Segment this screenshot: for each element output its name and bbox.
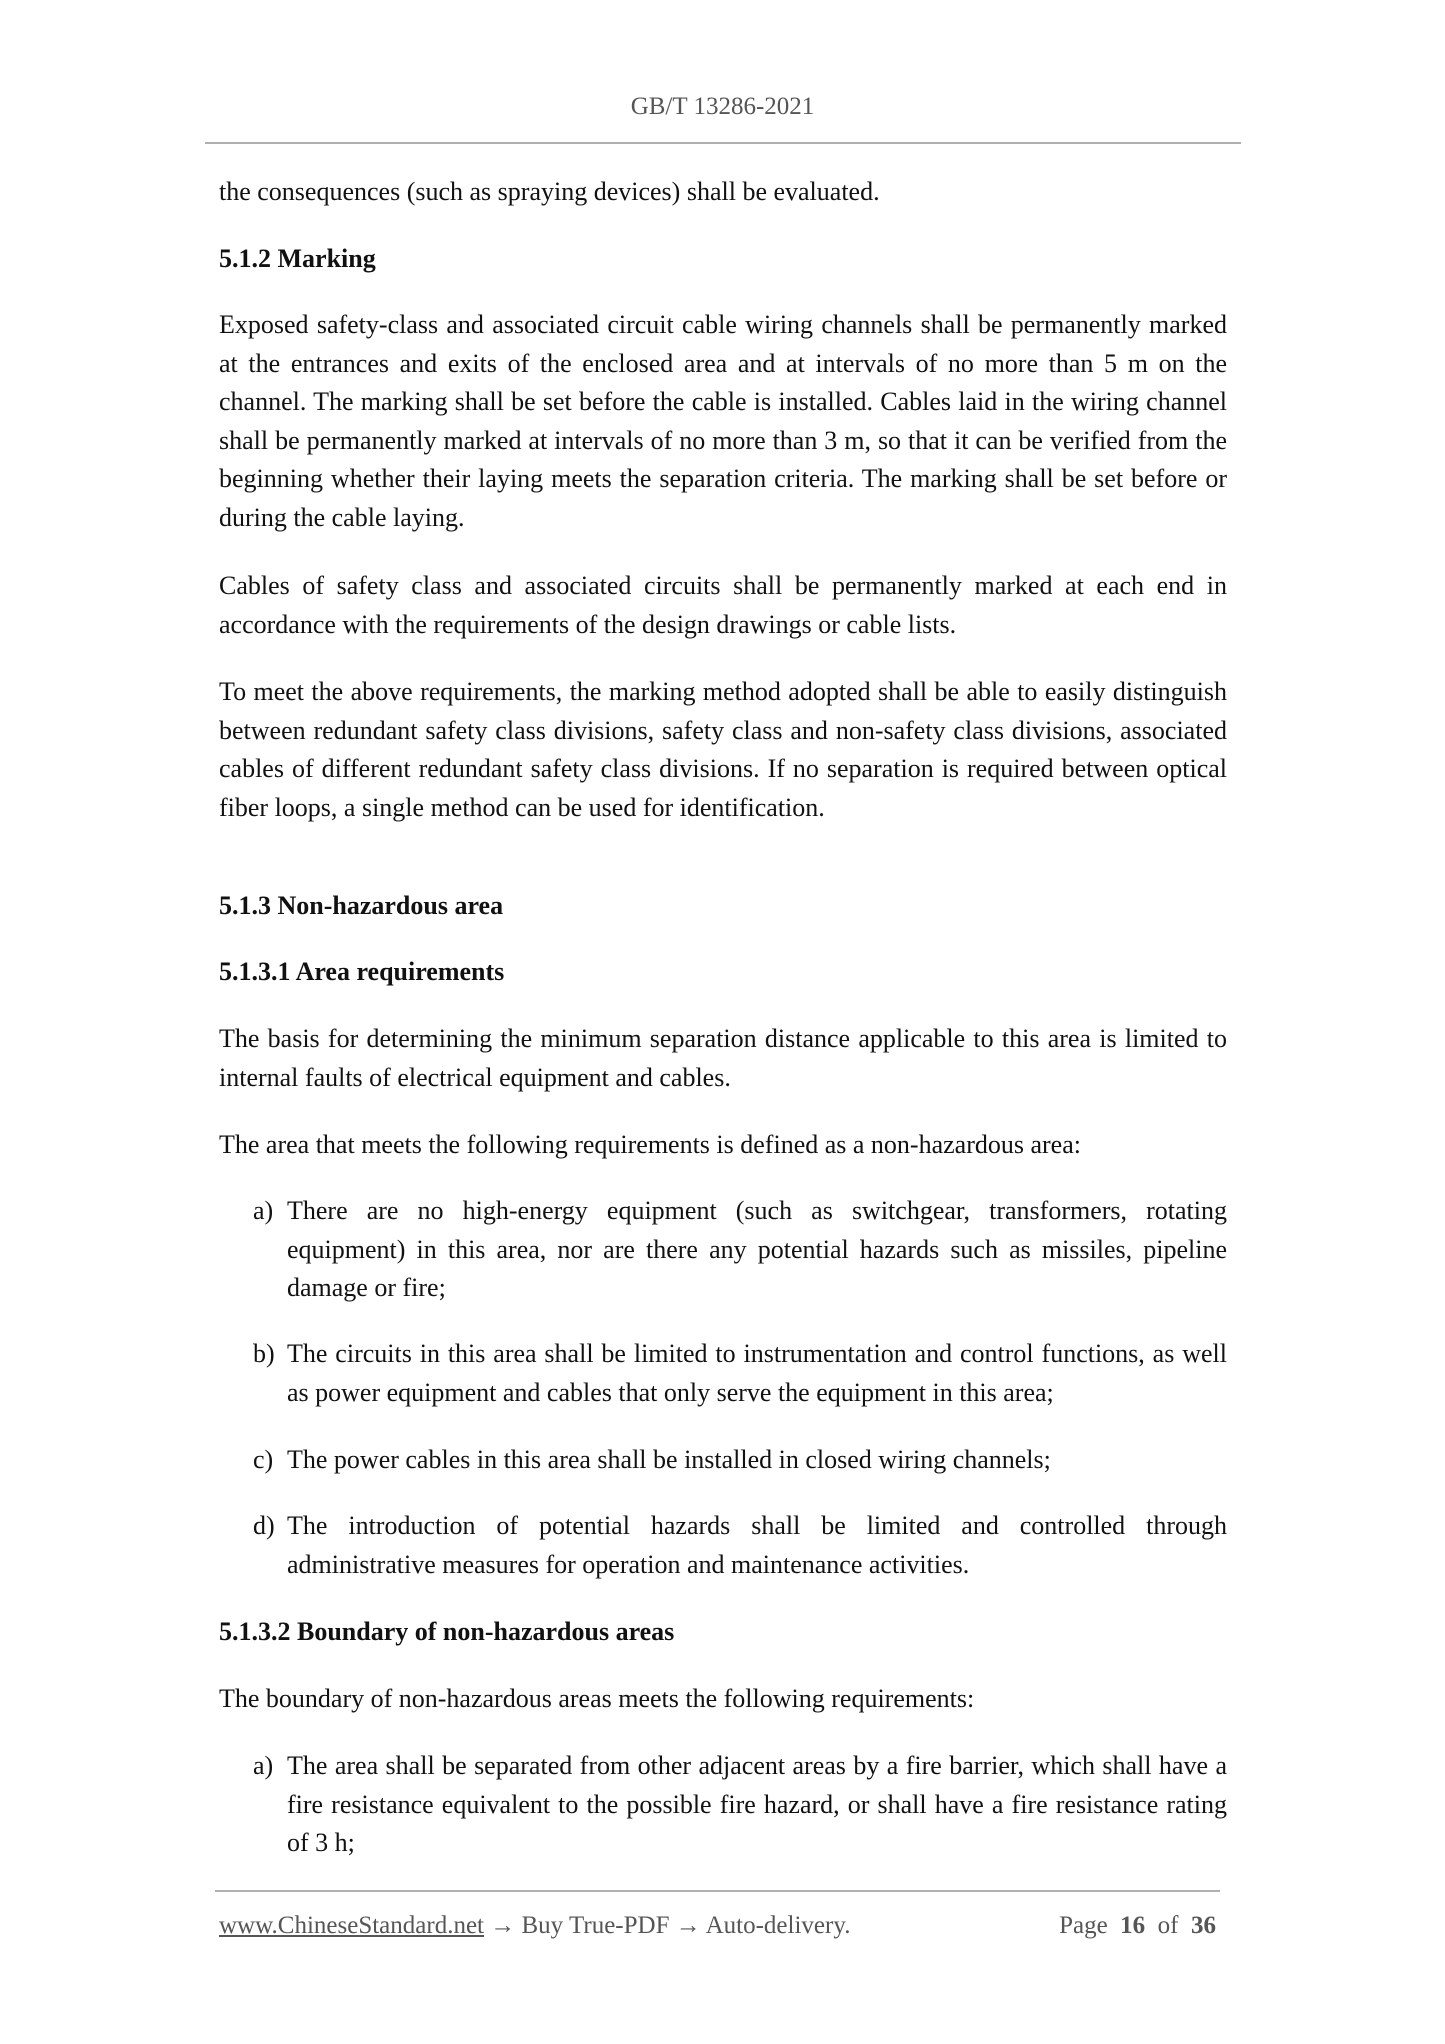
paragraph-marking-3: To meet the above requirements, the marking method adopted shall be able to easily distinguish between redundant safety class divisions, safety class and non-safety class divisions, associated cables of different redundant safety class divisions. If no separation is required between optical fiber loops, a single method can be used for identification.: [219, 677, 1227, 822]
header-divider: [205, 142, 1241, 144]
page-label: Page: [1059, 1912, 1108, 1939]
list-item-text: The area shall be separated from other adjacent areas by a fire barrier, which shall have a fire resistance equivalent to the possible fire hazard, or shall have a fire resistance rating of 3 h;: [287, 1751, 1227, 1858]
list-marker: b): [253, 1339, 275, 1368]
list-marker: a): [253, 1196, 274, 1225]
list-item: [253, 1441, 1227, 1480]
section-heading-5-1-3: 5.1.3 Non-hazardous area: [219, 891, 504, 920]
page-indicator: [1059, 1910, 1216, 1942]
list-item: [253, 1335, 1227, 1412]
page-current: 16: [1120, 1912, 1146, 1939]
paragraph-boundary-intro: The boundary of non-hazardous areas meets the following requirements:: [219, 1684, 975, 1713]
buy-pdf-text: Buy True-PDF: [521, 1912, 670, 1939]
arrow-right-icon: →: [490, 1912, 516, 1939]
of-label: of: [1157, 1912, 1179, 1939]
auto-delivery-text: Auto-delivery.: [705, 1912, 851, 1939]
arrow-right-icon: →: [675, 1912, 701, 1939]
list-marker: c): [253, 1445, 274, 1474]
list-marker: d): [253, 1511, 275, 1540]
footer-divider: [215, 1890, 1220, 1892]
paragraph-area-basis: The basis for determining the minimum separation distance applicable to this area is limited to internal faults of electrical equipment and cables.: [219, 1024, 1227, 1092]
page-footer: [219, 1910, 1219, 1942]
list-item: [253, 1192, 1227, 1308]
paragraph-marking-1: Exposed safety-class and associated circuit cable wiring channels shall be permanently marked at the entrances and exits of the enclosed area and at intervals of no more than 5 m on the channel. The marking shall be set before the cable is installed. Cables laid in the wiring channel shall be permanently marked at intervals of no more than 3 m, so that it can be verified from the beginning whether their laying meets the separation criteria. The marking shall be set before or during the cable laying.: [219, 310, 1227, 532]
section-heading-5-1-3-2: 5.1.3.2 Boundary of non-hazardous areas: [219, 1617, 675, 1646]
carryover-paragraph: the consequences (such as spraying devices) shall be evaluated.: [219, 177, 880, 206]
paragraph-area-definition: The area that meets the following requirements is defined as a non-hazardous area:: [219, 1130, 1081, 1159]
page-total: 36: [1191, 1912, 1216, 1939]
page-header-doc-id: GB/T 13286-2021: [630, 93, 815, 120]
section-heading-5-1-2: 5.1.2 Marking: [219, 244, 376, 273]
list-item-text: The introduction of potential hazards shall be limited and controlled through administrative measures for operation and maintenance activities.: [287, 1511, 1227, 1579]
list-marker: a): [253, 1751, 274, 1780]
list-item: [253, 1507, 1227, 1584]
list-item-text: There are no high-energy equipment (such as switchgear, transformers, rotating equipment) in this area, nor are there any potential hazards such as missiles, pipeline damage or fire;: [287, 1196, 1227, 1303]
list-item-text: The power cables in this area shall be installed in closed wiring channels;: [287, 1445, 1051, 1474]
section-heading-5-1-3-1: 5.1.3.1 Area requirements: [219, 957, 505, 986]
website-link[interactable]: www.ChineseStandard.net: [219, 1912, 484, 1939]
list-item-text: The circuits in this area shall be limited to instrumentation and control functions, as well as power equipment and cables that only serve the equipment in this area;: [287, 1339, 1227, 1407]
paragraph-marking-2: Cables of safety class and associated circuits shall be permanently marked at each end in accordance with the requirements of the design drawings or cable lists.: [219, 571, 1227, 639]
list-item: [253, 1747, 1227, 1863]
